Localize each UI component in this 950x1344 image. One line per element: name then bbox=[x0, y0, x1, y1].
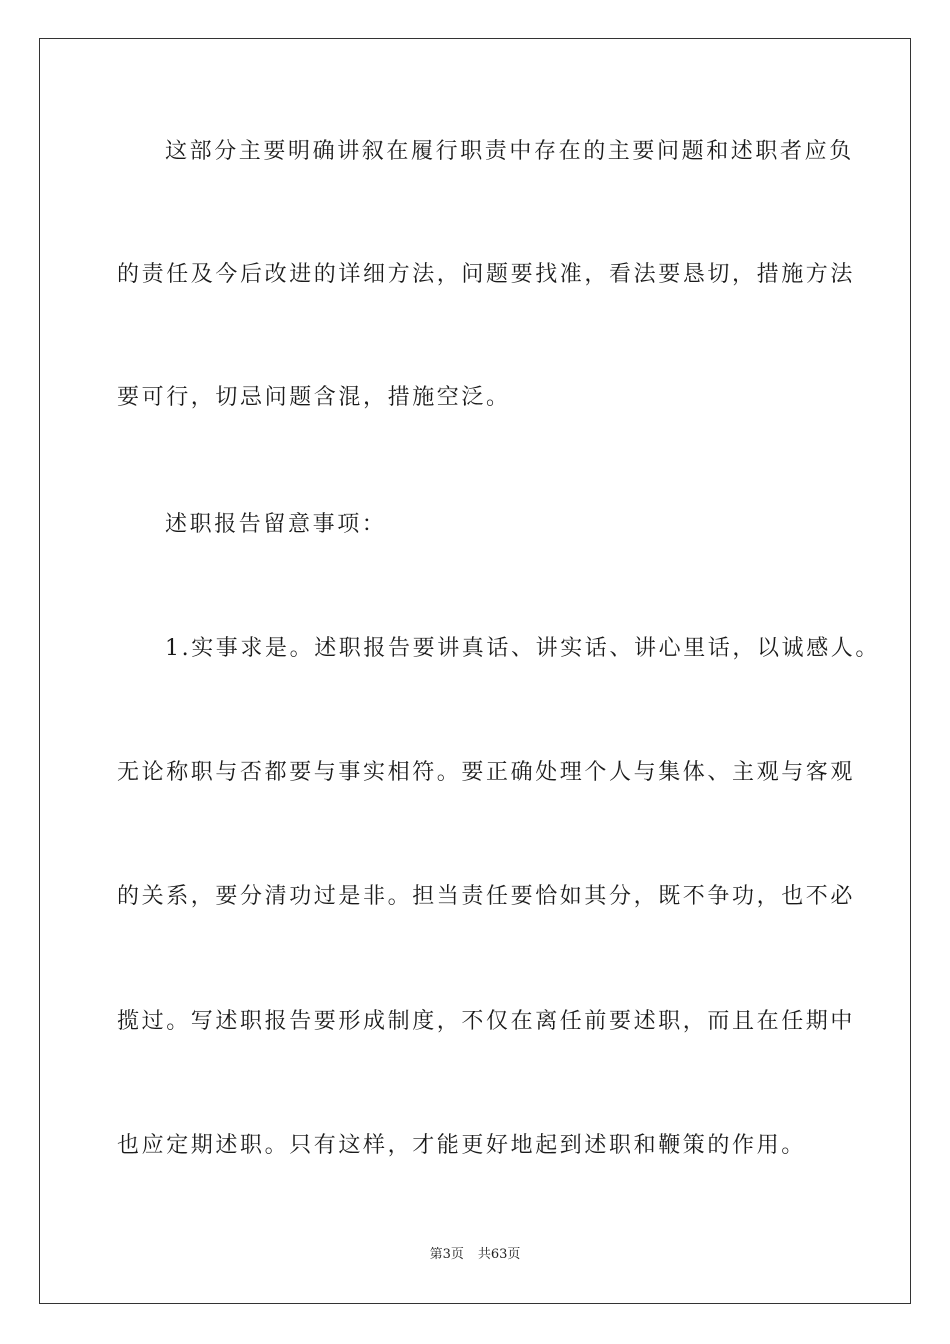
paragraph-line-2: 的责任及今后改进的详细方法，问题要找准，看法要恳切，措施方法 bbox=[117, 262, 856, 287]
total-page-count: 共63页 bbox=[477, 1247, 521, 1262]
section-heading: 述职报告留意事项： bbox=[165, 512, 387, 537]
paragraph-line-3: 要可行，切忌问题含混，措施空泛。 bbox=[117, 385, 511, 410]
page-frame bbox=[39, 38, 911, 1304]
paragraph-line-6: 无论称职与否都要与事实相符。要正确处理个人与集体、主观与客观 bbox=[117, 760, 856, 785]
page-footer bbox=[0, 1246, 950, 1264]
paragraph-line-7: 的关系，要分清功过是非。担当责任要恰如其分，既不争功，也不必 bbox=[117, 884, 856, 909]
paragraph-line-8: 揽过。写述职报告要形成制度，不仅在离任前要述职，而且在任期中 bbox=[117, 1009, 856, 1034]
paragraph-line-9: 也应定期述职。只有这样，才能更好地起到述职和鞭策的作用。 bbox=[117, 1133, 806, 1158]
paragraph-line-5: 1.实事求是。述职报告要讲真话、讲实话、讲心里话，以诚感人。 bbox=[165, 636, 880, 661]
current-page-number: 第3页 bbox=[429, 1247, 464, 1262]
paragraph-line-1: 这部分主要明确讲叙在履行职责中存在的主要问题和述职者应负 bbox=[165, 139, 854, 164]
